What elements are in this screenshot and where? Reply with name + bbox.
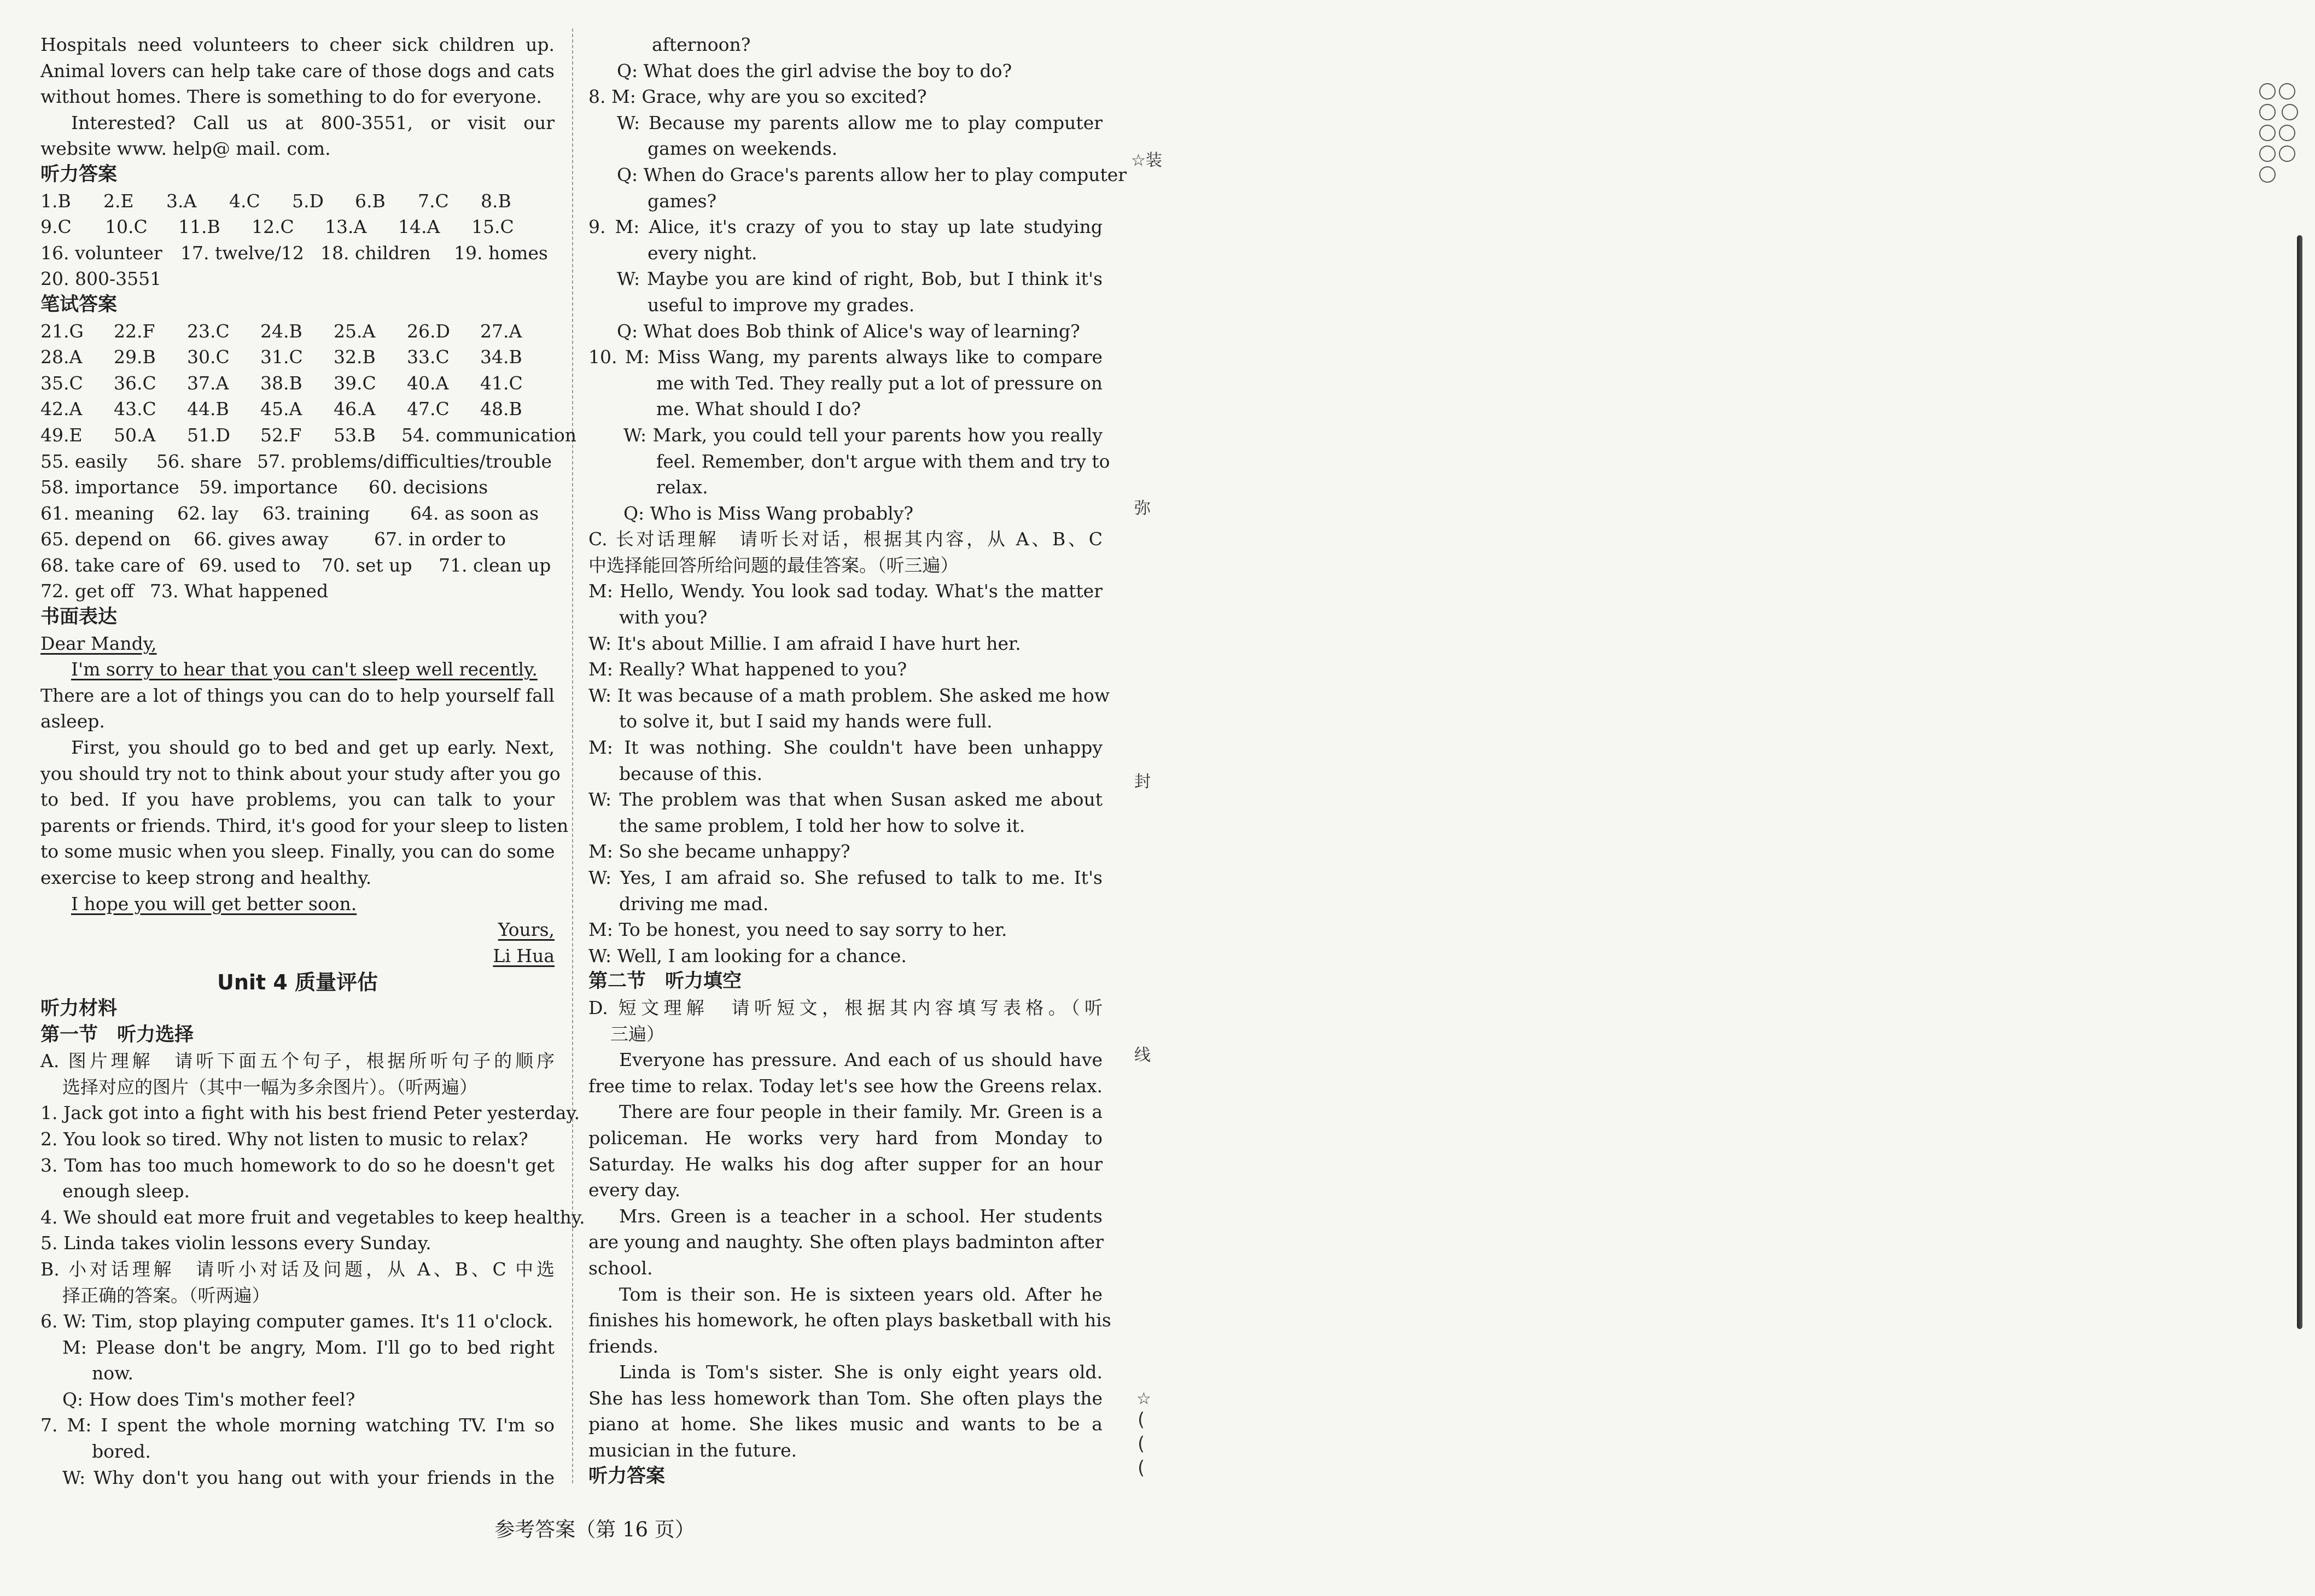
answer: 73. What happened — [150, 580, 329, 602]
answer: 71. clean up — [439, 554, 551, 576]
instruction-line: C. 长对话理解 请听长对话，根据其内容，从 A、B、C — [588, 528, 1103, 550]
passage-line: Linda is Tom's sister. She is only eight years old. — [619, 1361, 1103, 1383]
answer: 57. problems/difficulties/trouble — [257, 450, 552, 472]
dialog-line: Q: What does the girl advise the boy to do? — [617, 60, 1012, 81]
answer: 53.B — [334, 424, 376, 446]
answer: 11.B — [178, 216, 220, 238]
passage-line: Everyone has pressure. And each of us should have — [619, 1049, 1103, 1071]
answer: 32.B — [334, 346, 376, 368]
answer: 45.A — [260, 398, 302, 420]
passage-line: Saturday. He walks his dog after supper for an hour — [588, 1153, 1103, 1175]
passage-line: Tom is their son. He is sixteen years old. After he — [619, 1283, 1103, 1305]
answer: 13.A — [325, 216, 367, 238]
text-line: Animal lovers can help take care of those dogs and cats — [40, 60, 555, 81]
answer: 51.D — [187, 424, 230, 446]
left-column — [40, 32, 585, 1490]
answer: 35.C — [40, 372, 83, 394]
answer: 29.B — [114, 346, 156, 368]
answer: 47.C — [407, 398, 450, 420]
section-heading-writing: 书面表达 — [40, 606, 118, 628]
dialog-line: useful to improve my grades. — [648, 294, 915, 316]
dialog-line: me. What should I do? — [656, 398, 861, 420]
text-line: First, you should go to bed and get up early. Next, — [71, 737, 555, 759]
answer: 8.B — [481, 190, 511, 212]
instruction-line: 选择对应的图片（其中一幅为多余图片）。（听两遍） — [62, 1076, 477, 1098]
page-footer: 参考答案（第 16 页） — [494, 1518, 695, 1541]
sentence: 1. Jack got into a fight with his best friend Peter yesterday. — [40, 1102, 580, 1124]
dialog-line: W: Yes, I am afraid so. She refused to talk to me. It's — [588, 867, 1103, 888]
answer: 37.A — [187, 372, 229, 394]
passage-line: school. — [588, 1257, 653, 1279]
dialog-line: Q: How does Tim's mother feel? — [62, 1388, 355, 1410]
answer: 50.A — [114, 424, 156, 446]
binding-circles — [2258, 82, 2315, 186]
text-line: There are a lot of things you can do to help yourself fall — [40, 684, 555, 706]
dialog-line: W: Why don't you hang out with your friends in the — [62, 1466, 555, 1488]
letter-sign-yours: Yours, — [498, 919, 555, 941]
answer: 62. lay — [177, 502, 238, 524]
answer: 1.B — [40, 190, 71, 212]
answer: 63. training — [263, 502, 370, 524]
dialog-line: bored. — [92, 1441, 151, 1463]
instruction-line: 中选择能回答所给问题的最佳答案。（听三遍） — [588, 554, 959, 576]
answer: 15.C — [471, 216, 514, 238]
sentence: 2. You look so tired. Why not listen to music to relax? — [40, 1128, 528, 1150]
answer: 59. importance — [199, 476, 338, 498]
dialog-line: Q: When do Grace's parents allow her to play computer — [617, 164, 1127, 185]
answer: 61. meaning — [40, 502, 154, 524]
circle-icon — [2279, 125, 2295, 141]
binding-label-zhuang: ☆装 — [1131, 151, 1162, 170]
dialog-line: W: Mark, you could tell your parents how you really — [623, 424, 1103, 446]
answer: 54. communication — [401, 424, 577, 446]
answer: 60. decisions — [369, 476, 488, 498]
answer-row — [40, 318, 555, 345]
binding-label-mi: 弥 — [1134, 499, 1151, 518]
answer: 65. depend on — [40, 528, 171, 550]
section-heading-listening-answers: 听力答案 — [40, 163, 118, 185]
section-heading-part1: 第一节 听力选择 — [40, 1023, 194, 1046]
dialog-line: games? — [648, 190, 717, 212]
answer: 49.E — [40, 424, 83, 446]
circle-icon — [2259, 145, 2276, 162]
text-line: to some music when you sleep. Finally, you can do some — [40, 841, 555, 863]
answer: 19. homes — [454, 242, 548, 264]
answer-row — [40, 422, 577, 448]
answer: 25.A — [334, 320, 376, 342]
section-heading-written-answers: 笔试答案 — [40, 293, 118, 316]
dialog-line: me with Ted. They really put a lot of pressure on — [656, 372, 1103, 394]
circle-icon — [2259, 166, 2276, 183]
dialog-line: 8. M: Grace, why are you so excited? — [588, 86, 927, 108]
answer: 5.D — [292, 190, 324, 212]
answer-row — [40, 552, 555, 579]
section-heading-material: 听力材料 — [40, 997, 118, 1020]
dialog-line: now. — [92, 1362, 133, 1384]
binding-margin — [1127, 0, 1189, 1596]
answer: 10.C — [105, 216, 148, 238]
answer: 34.B — [480, 346, 522, 368]
dialog-line: relax. — [656, 476, 708, 498]
answer: 7.C — [418, 190, 449, 212]
answer-row — [40, 396, 555, 422]
sentence: enough sleep. — [62, 1180, 190, 1202]
instruction-line: A. 图片理解 请听下面五个句子，根据所听句子的顺序 — [40, 1050, 555, 1072]
binding-label-star: ☆ — [1136, 1389, 1151, 1408]
answer: 26.D — [407, 320, 450, 342]
answer: 18. children — [320, 242, 431, 264]
passage-line: piano at home. She likes music and wants to be a — [588, 1413, 1103, 1435]
answer: 46.A — [334, 398, 376, 420]
dialog-line: M: It was nothing. She couldn't have been unhappy — [588, 737, 1103, 759]
dialog-line: M: Hello, Wendy. You look sad today. What's the matter — [588, 580, 1103, 602]
passage-line: Mrs. Green is a teacher in a school. Her students — [619, 1205, 1103, 1227]
letter-salutation: Dear Mandy, — [40, 632, 157, 654]
answer: 70. set up — [322, 554, 412, 576]
sentence: 3. Tom has too much homework to do so he doesn't get — [40, 1154, 555, 1176]
text-line: without homes. There is something to do for everyone. — [40, 86, 542, 108]
answer: 14.A — [398, 216, 440, 238]
dialog-line: because of this. — [619, 762, 763, 784]
section-heading-listening-answers-2: 听力答案 — [588, 1465, 666, 1487]
dialog-line: W: It's about Millie. I am afraid I have hurt her. — [588, 632, 1021, 654]
answer: 68. take care of — [40, 554, 184, 576]
text-line: parents or friends. Third, it's good for your sleep to listen — [40, 814, 569, 836]
letter-sign-name: Li Hua — [493, 945, 555, 966]
letter-opening: I'm sorry to hear that you can't sleep well recently. — [71, 659, 538, 680]
dialog-line: feel. Remember, don't argue with them and try to — [656, 450, 1110, 472]
dialog-line: 7. M: I spent the whole morning watching TV. I'm so — [40, 1414, 555, 1436]
answer: 21.G — [40, 320, 84, 342]
answer-row — [40, 448, 555, 475]
passage-line: finishes his homework, he often plays basketball with his — [588, 1309, 1111, 1331]
text-line: you should try not to think about your study after you go — [40, 762, 561, 784]
passage-line: She has less homework than Tom. She often plays the — [588, 1387, 1103, 1409]
passage-line: There are four people in their family. Mr. Green is a — [619, 1101, 1103, 1123]
sentence: 5. Linda takes violin lessons every Sunday. — [40, 1232, 431, 1254]
answer: 67. in order to — [374, 528, 506, 550]
answer: 30.C — [187, 346, 230, 368]
circle-icon — [2279, 145, 2295, 162]
answer: 48.B — [480, 398, 522, 420]
passage-line: every day. — [588, 1179, 681, 1201]
passage-line: free time to relax. Today let's see how the Greens relax. — [588, 1075, 1103, 1097]
text-line: to bed. If you have problems, you can talk to your — [40, 789, 555, 811]
instruction-line: B. 小对话理解 请听小对话及问题，从 A、B、C 中选 — [40, 1258, 555, 1280]
dialog-line: games on weekends. — [648, 138, 838, 160]
binding-line — [2297, 235, 2302, 1329]
dialog-line: 9. M: Alice, it's crazy of you to stay up late studying — [588, 216, 1103, 238]
answer: 31.C — [260, 346, 303, 368]
answer: 40.A — [407, 372, 449, 394]
binding-label-feng: 封 — [1134, 772, 1151, 791]
answer-row — [40, 240, 555, 266]
dialog-line: M: To be honest, you need to say sorry to her. — [588, 919, 1007, 941]
dialog-line: W: Because my parents allow me to play computer — [617, 112, 1103, 133]
answer-row — [40, 474, 555, 500]
passage-line: policeman. He works very hard from Monday to — [588, 1127, 1103, 1149]
dialog-line: to solve it, but I said my hands were full. — [619, 710, 993, 732]
answer: 55. easily — [40, 450, 127, 472]
passage-line: musician in the future. — [588, 1440, 797, 1461]
dialog-line: M: Please don't be angry, Mom. I'll go to bed right — [62, 1336, 555, 1358]
dialog-line: with you? — [619, 607, 708, 628]
letter-closing: I hope you will get better soon. — [71, 893, 357, 915]
dialog-line: W: The problem was that when Susan asked me about — [588, 789, 1103, 811]
unit-title: Unit 4 质量评估 — [217, 970, 378, 995]
circle-icon — [2259, 104, 2276, 120]
instruction-line: 择正确的答案。（听两遍） — [62, 1284, 270, 1306]
answer: 72. get off — [40, 580, 134, 602]
dialog-line: 10. M: Miss Wang, my parents always like to compare — [588, 346, 1103, 368]
answer: 27.A — [480, 320, 522, 342]
answer: 41.C — [480, 372, 523, 394]
circle-icon — [2279, 83, 2295, 100]
answer: 64. as soon as — [410, 502, 539, 524]
paren-icon: ( — [1138, 1433, 1145, 1455]
answer: 66. gives away — [194, 528, 329, 550]
dialog-line: W: Well, I am looking for a chance. — [588, 945, 907, 966]
instruction-line: D. 短文理解 请听短文，根据其内容填写表格。（听 — [588, 997, 1103, 1018]
answer: 22.F — [114, 320, 155, 342]
answer: 24.B — [260, 320, 302, 342]
text-line: Hospitals need volunteers to cheer sick children up. — [40, 34, 555, 55]
dialog-line: the same problem, I told her how to solve it. — [619, 814, 1025, 836]
paren-icon: ( — [1138, 1409, 1145, 1431]
passage-line: friends. — [588, 1335, 658, 1357]
answer: 52.F — [260, 424, 302, 446]
dialog-line: W: It was because of a math problem. She asked me how — [588, 684, 1110, 706]
answer: 69. used to — [199, 554, 301, 576]
answer-row — [40, 214, 555, 240]
section-heading-part2: 第二节 听力填空 — [588, 970, 742, 993]
answer: 43.C — [114, 398, 156, 420]
dialog-line: M: So she became unhappy? — [588, 841, 850, 863]
dialog-line: Q: What does Bob think of Alice's way of learning? — [617, 320, 1080, 342]
answer-row — [40, 344, 555, 370]
text-line: Interested? Call us at 800-3551, or visit our — [71, 112, 555, 133]
answer: 44.B — [187, 398, 229, 420]
circle-icon — [2259, 83, 2276, 100]
text-line: exercise to keep strong and healthy. — [40, 867, 372, 888]
paren-icon: ( — [1138, 1457, 1145, 1479]
answer-row: 20. 800-3551 — [40, 268, 162, 290]
answer: 38.B — [260, 372, 302, 394]
answer: 58. importance — [40, 476, 179, 498]
answer: 4.C — [229, 190, 260, 212]
answer: 16. volunteer — [40, 242, 162, 264]
answer: 9.C — [40, 216, 72, 238]
answer: 28.A — [40, 346, 83, 368]
dialog-line: driving me mad. — [619, 893, 769, 915]
instruction-line: 三遍） — [610, 1023, 664, 1045]
column-divider — [572, 28, 573, 1483]
answer-row — [40, 188, 555, 214]
answer: 23.C — [187, 320, 230, 342]
dialog-line: W: Maybe you are kind of right, Bob, but I think it's — [617, 268, 1103, 290]
answer: 17. twelve/12 — [180, 242, 304, 264]
answer: 12.C — [252, 216, 294, 238]
answer: 33.C — [407, 346, 450, 368]
answer: 2.E — [103, 190, 134, 212]
text-line: website www. help@ mail. com. — [40, 138, 331, 160]
answer: 56. share — [156, 450, 242, 472]
text-line: asleep. — [40, 710, 105, 732]
sentence: 4. We should eat more fruit and vegetables to keep healthy. — [40, 1206, 585, 1228]
dialog-line: Q: Who is Miss Wang probably? — [623, 502, 914, 524]
answer: 36.C — [114, 372, 156, 394]
answer-row — [40, 526, 555, 552]
right-column — [588, 32, 1127, 1489]
dialog-line: 6. W: Tim, stop playing computer games. It's 11 o'clock. — [40, 1310, 553, 1332]
circle-icon — [2259, 125, 2276, 141]
answer-row — [40, 500, 555, 527]
binding-label-xian: 线 — [1134, 1046, 1151, 1065]
dialog-line: afternoon? — [652, 34, 751, 55]
answer: 3.A — [166, 190, 197, 212]
dialog-line: every night. — [648, 242, 757, 264]
passage-line: are young and naughty. She often plays badminton after — [588, 1231, 1104, 1253]
circle-icon — [2282, 104, 2298, 120]
answer-row — [40, 578, 555, 604]
answer: 42.A — [40, 398, 83, 420]
answer: 6.B — [355, 190, 386, 212]
answer-row — [40, 370, 555, 397]
answer: 39.C — [334, 372, 376, 394]
dialog-line: M: Really? What happened to you? — [588, 659, 907, 680]
